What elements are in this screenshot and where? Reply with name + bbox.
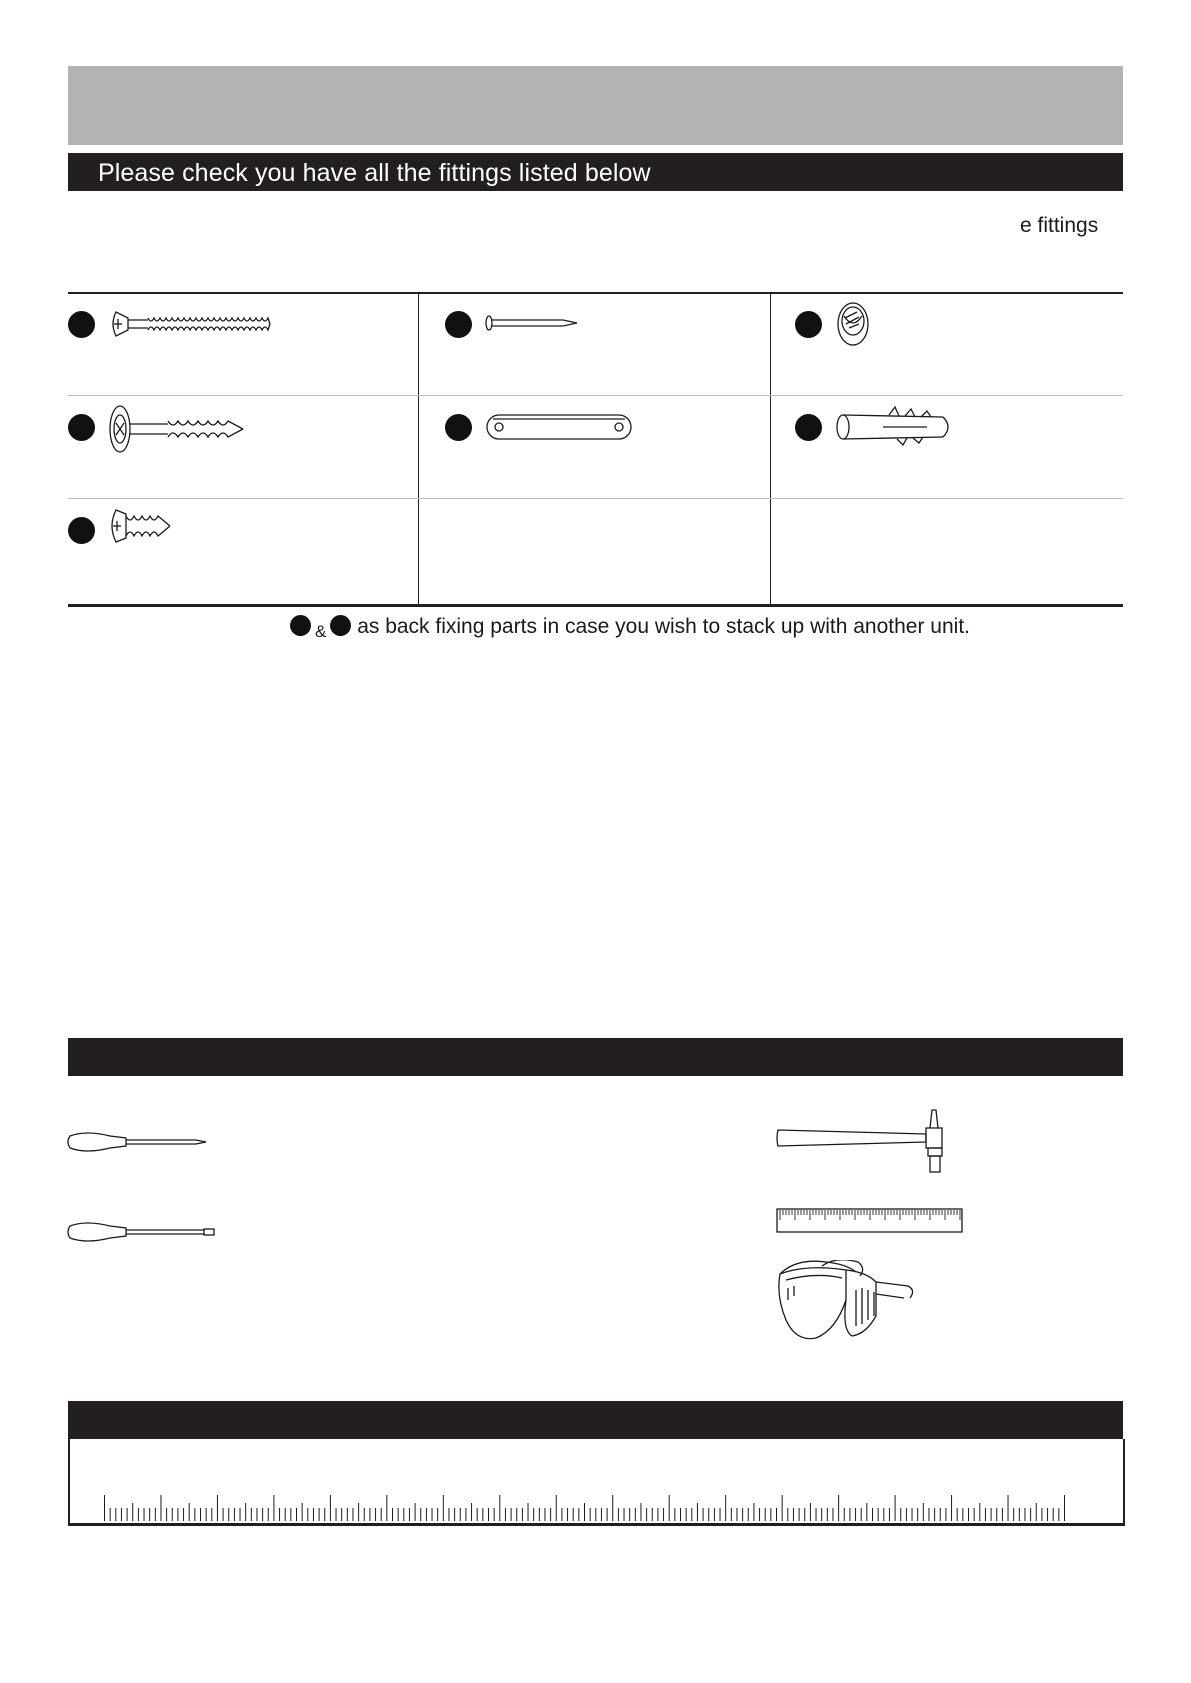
fitting-item [795,397,1146,500]
fitting-item [68,294,419,397]
fitting-marker [290,615,311,636]
header-banner [68,66,1123,145]
ruler-scale [104,1493,1104,1521]
fitting-marker [68,311,95,338]
fitting-marker [445,414,472,441]
fitting-item [68,397,419,500]
note-text: as back fixing parts in case you wish to stack up with another unit. [357,615,971,638]
fittings-title: Please check you have all the fittings listed below [98,159,651,187]
fitting-marker [68,517,95,544]
ruler-box [68,1439,1125,1526]
flat-screwdriver-icon [66,1216,221,1248]
fitting-marker [330,615,351,636]
fitting-item [445,294,796,397]
fittings-fragment-text: e fittings [1020,214,1099,237]
washer-head-screw-icon [108,403,248,455]
fitting-item [795,294,1146,397]
wall-plug-icon [835,405,955,449]
pan-head-screw-icon [108,506,178,546]
note-ampersand: & [315,622,327,641]
phillips-screwdriver-icon [66,1126,211,1158]
fitting-item [445,397,796,500]
ruler-title-bar [68,1401,1123,1439]
fitting-item [68,500,419,603]
stacking-note [290,615,970,642]
hammer-icon [776,1106,966,1176]
tape-measure-icon [776,1208,964,1234]
cam-lock-icon [835,300,875,352]
fitting-marker [445,311,472,338]
countersunk-screw-icon [108,308,278,340]
safety-glasses-icon [776,1260,916,1350]
tools-title-bar [68,1038,1123,1076]
connector-plate-icon [485,413,635,441]
fittings-grid [68,292,1123,607]
nail-icon [485,314,585,332]
fitting-marker [795,414,822,441]
fitting-marker [795,311,822,338]
fitting-marker [68,414,95,441]
fittings-title-bar [68,153,1123,191]
